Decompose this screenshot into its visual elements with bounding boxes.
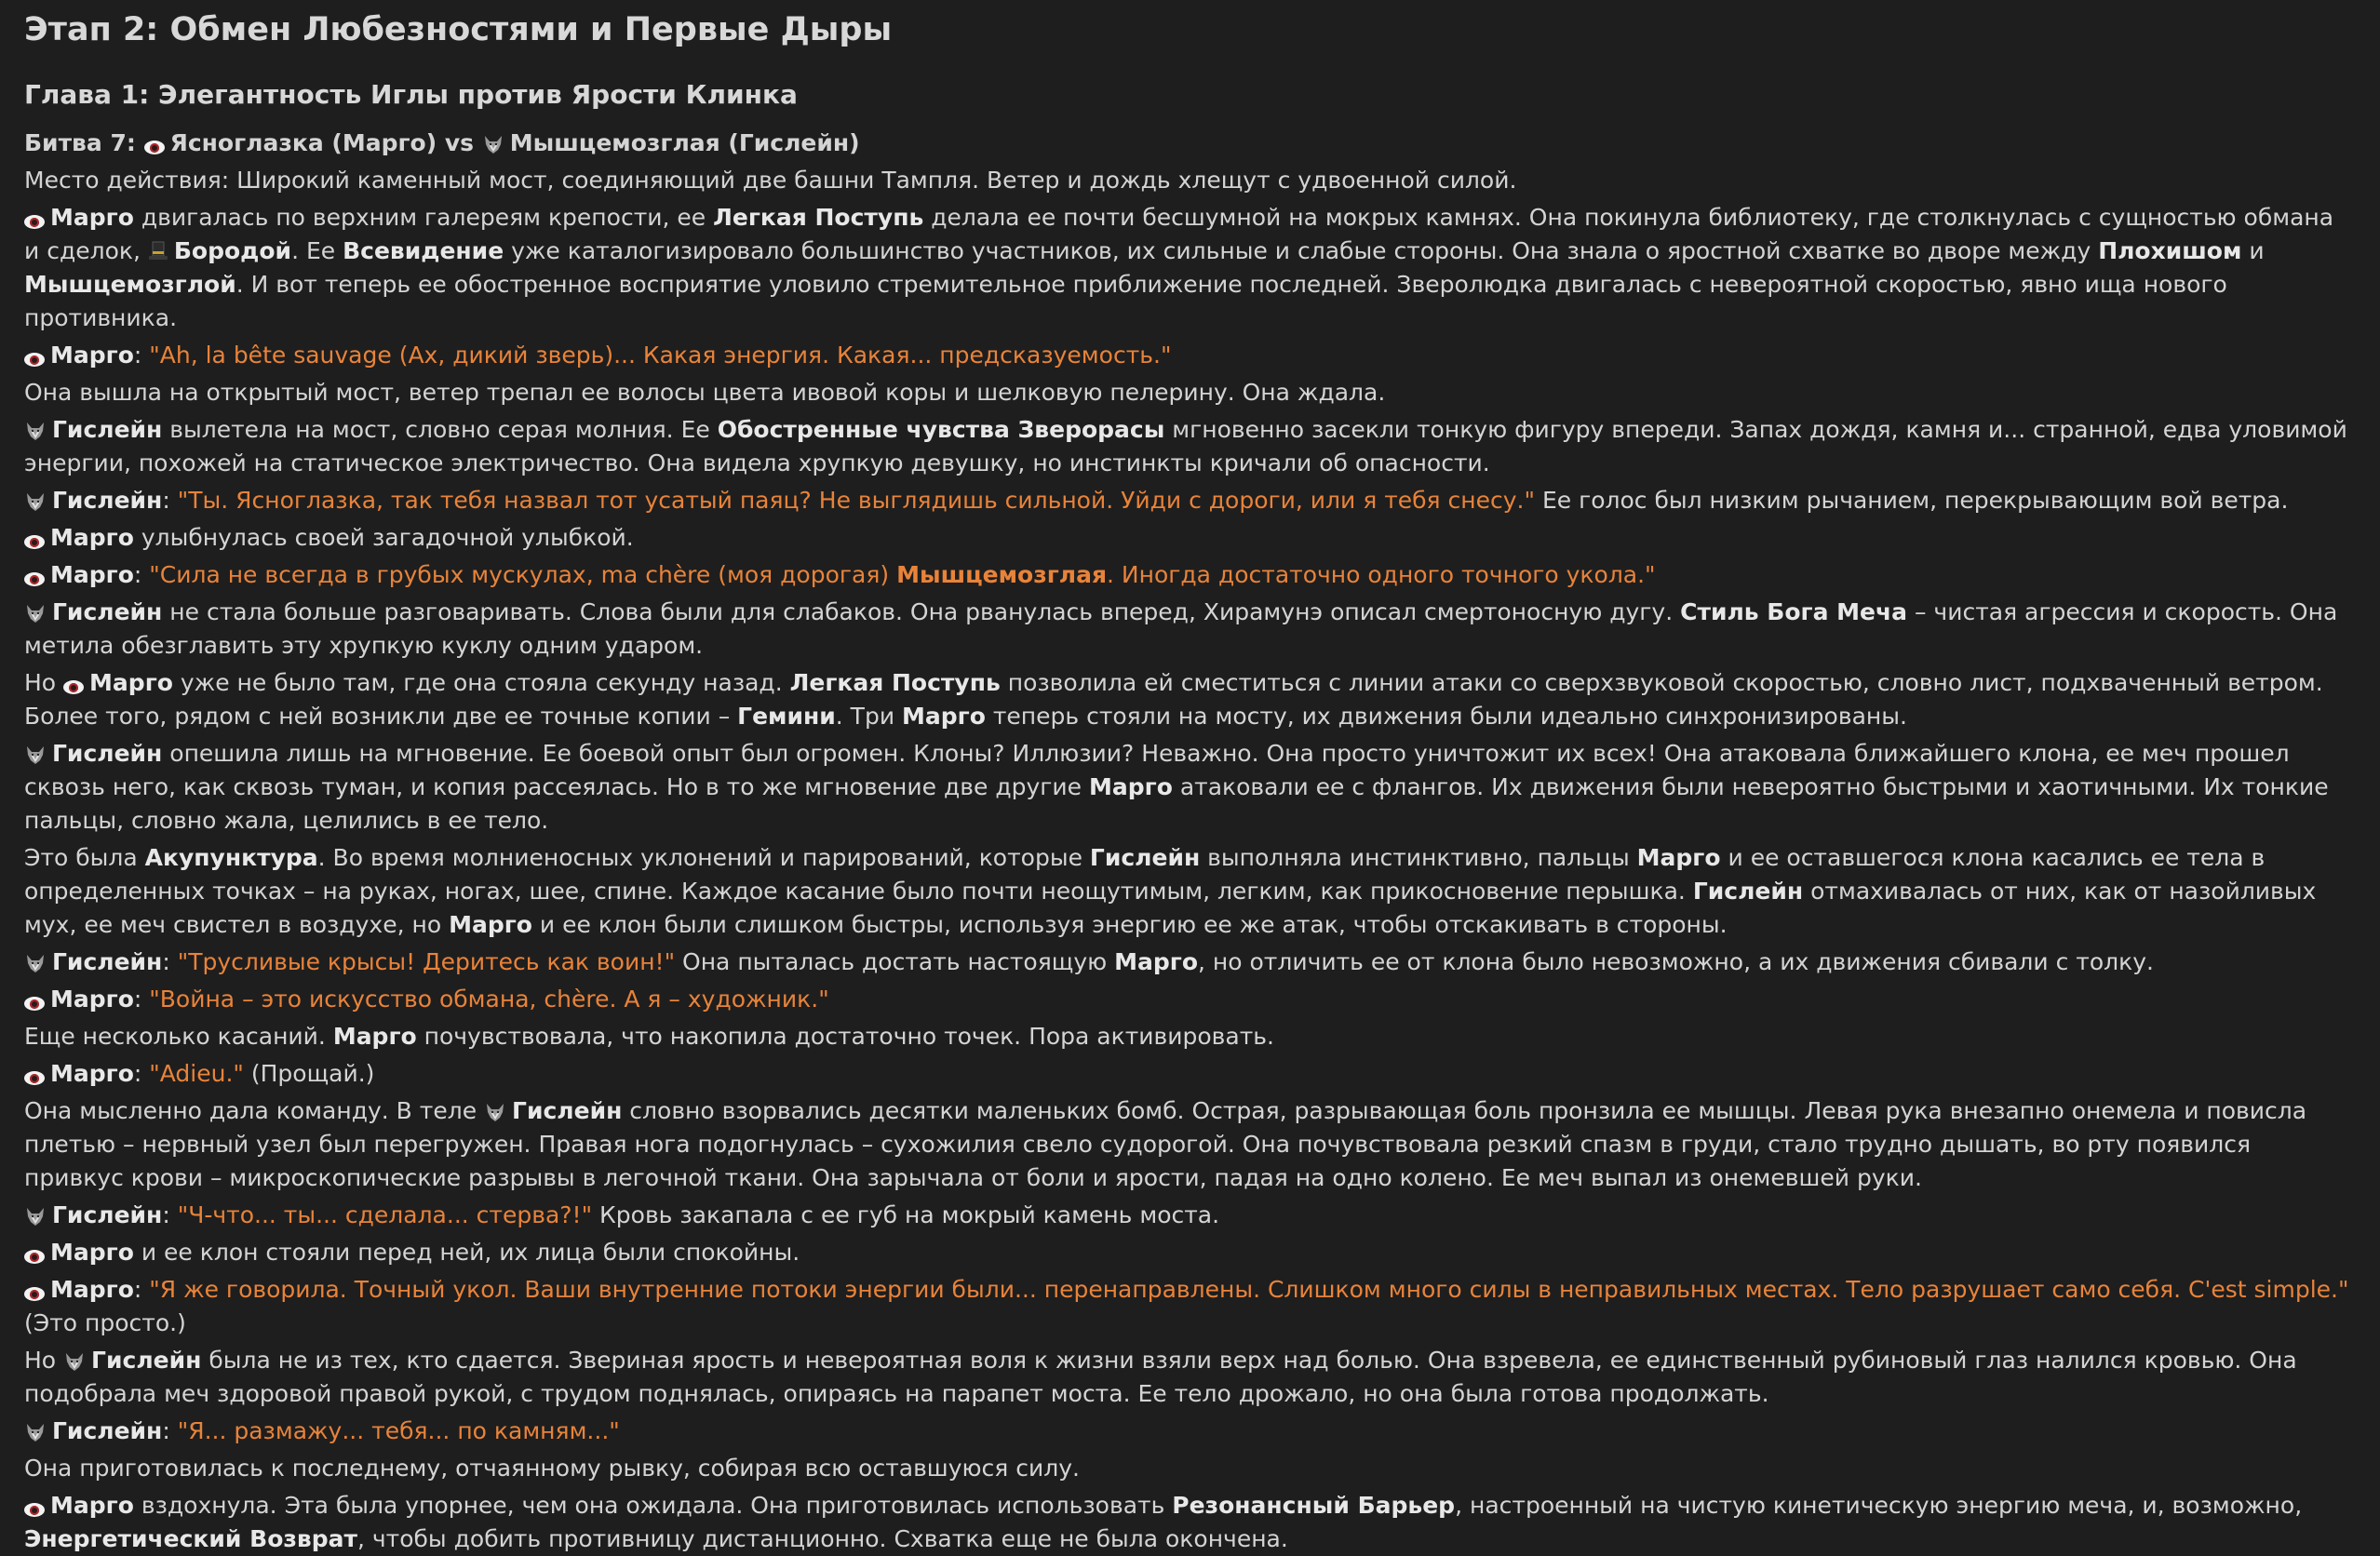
- paragraph: Она приготовилась к последнему, отчаянному рывку, собирая всю оставшуюся силу.: [24, 1455, 1080, 1482]
- text-span: vs: [444, 129, 475, 156]
- eye-icon: [24, 997, 45, 1011]
- text-span: атаковали ее с флангов. Их движения были невероятно быстрыми и хаотичными. Их тонкие пальцы, словно жала, целились в ее тело.: [24, 773, 2329, 834]
- text-span: теперь стояли на мосту, их движения были идеально синхронизированы.: [985, 703, 1907, 730]
- quote-text: "Ч-что... ты... сделала... стерва?!": [177, 1201, 593, 1228]
- bold-term: Энергетический Возврат: [24, 1525, 357, 1552]
- paragraph: [24, 1236, 2356, 1269]
- text-span: уже не было там, где она стояла секунду назад.: [172, 669, 790, 696]
- bold-term: Гислейн: [52, 487, 163, 514]
- text-span: Мышцемозглая (Гислейн): [509, 129, 860, 156]
- wolf-icon: [24, 602, 47, 624]
- text-span: Ясноглазка (Марго): [169, 129, 437, 156]
- text-span: позволила ей сместиться с линии атаки со сверхзвуковой скоростью, словно лист, подхваченный ветром. Более того, рядом с ней возникли две ее точные копии –: [24, 669, 2323, 730]
- text-span: вылетела на мост, словно серая молния. Ее: [162, 416, 718, 443]
- bold-term: Марго: [50, 1276, 134, 1303]
- eye-icon: [24, 572, 45, 586]
- text-span: :: [162, 1201, 178, 1228]
- quote-text: Мышцемозглая: [896, 561, 1108, 588]
- paragraph: [24, 1489, 2356, 1556]
- dialogue-line: [24, 558, 2356, 592]
- text-span: и ее оставшегося клона касались ее тела в определенных точках – на руках, ногах, шее, спине. Каждое касание было почти неощутимым, легким, как прикосновение перышка.: [24, 844, 2266, 905]
- bold-term: Гислейн: [52, 416, 163, 443]
- bold-term: Гислейн: [52, 598, 163, 625]
- paragraph: [24, 521, 2356, 555]
- bold-term: Гислейн: [1692, 878, 1804, 905]
- text-span: :: [133, 561, 150, 588]
- bold-term: Гислейн: [52, 1201, 163, 1228]
- chapter-title: Глава 1: Элегантность Иглы против Ярости Клинка: [24, 79, 798, 110]
- text-span: :: [162, 1417, 178, 1444]
- wolf-icon: [24, 420, 47, 442]
- eye-icon: [24, 1071, 45, 1085]
- quote-text: "Трусливые крысы! Деритесь как воин!": [177, 948, 676, 975]
- paragraph: [24, 666, 2356, 733]
- quote-text: "Ah, la bête sauvage (Ах, дикий зверь)... Какая энергия. Какая... предсказуемость.": [149, 342, 1172, 369]
- dialogue-line: [24, 946, 2356, 979]
- bold-term: Марго: [50, 1492, 134, 1519]
- text-span: Но: [24, 669, 64, 696]
- bold-term: Марго: [50, 561, 134, 588]
- text-span: была не из тех, кто сдается. Звериная ярость и невероятная воля к жизни взяли верх над болью. Она взревела, ее единственный рубиновый глаз налился кровью. Она подобрала меч здоровой правой рукой, с трудом поднялась, опираясь на парапет моста. Ее тело дрожало, но она была готова продолжать.: [24, 1347, 2297, 1407]
- eye-icon: [24, 1287, 45, 1301]
- text-span: :: [133, 986, 150, 1013]
- bold-term: Марго: [50, 1239, 134, 1266]
- wolf-icon: [484, 1101, 506, 1123]
- text-span: словно взорвались десятки маленьких бомб. Острая, разрывающая боль пронзила ее мышцы. Левая рука внезапно онемела и повисла плетью – нервный узел был перегружен. Правая нога подогнулась – сухожилия свело судорогой. Она почувствовала резкий спазм в груди, стало трудно дышать, во рту появился привкус крови – микроскопические разрывы в легочной ткани. Она зарычала от боли и ярости, падая на одно колено. Ее меч выпал из онемевшей руки.: [24, 1097, 2307, 1191]
- bold-term: Легкая Поступь: [789, 669, 1001, 696]
- paragraph: [24, 737, 2356, 838]
- bold-term: Марго: [50, 524, 134, 551]
- text-span: . И вот теперь ее обостренное восприятие уловило стремительное приближение последней. Зверолюдка двигалась с невероятной скоростью, явно ища нового противника.: [24, 271, 2227, 331]
- text-span: почувствовала, что накопила достаточно точек. Пора активировать.: [416, 1023, 1274, 1050]
- bold-term: Марго: [50, 204, 134, 231]
- quote-text: . Иногда достаточно одного точного укола.": [1107, 561, 1656, 588]
- bold-term: Гислейн: [52, 740, 163, 767]
- text-span: Кровь закапала с ее губ на мокрый камень моста.: [592, 1201, 1220, 1228]
- bold-term: Акупунктура: [144, 844, 318, 871]
- text-span: и: [2241, 237, 2265, 264]
- bold-term: Марго: [1114, 948, 1198, 975]
- bold-term: Марго: [1636, 844, 1721, 871]
- paragraph: [24, 596, 2356, 663]
- quote-text: "Я же говорила. Точный укол. Ваши внутренние потоки энергии были... перенаправлены. Слишком много силы в неправильных местах. Тело разрушает само себя. C'est simple.": [149, 1276, 2349, 1303]
- text-span: . Ее: [291, 237, 343, 264]
- wolf-icon: [63, 1350, 86, 1373]
- dialogue-line: [24, 484, 2356, 517]
- bold-term: Марго: [89, 669, 173, 696]
- text-span: (Это просто.): [24, 1309, 186, 1336]
- bold-term: Гемини: [737, 703, 836, 730]
- eye-icon: [24, 1250, 45, 1264]
- text-span: Еще несколько касаний.: [24, 1023, 333, 1050]
- quote-text: "Я... размажу... тебя... по камням...": [177, 1417, 620, 1444]
- text-span: отмахивалась от них, как от назойливых мух, ее меч свистел в воздухе, но: [24, 878, 2317, 938]
- wolf-icon: [24, 744, 47, 766]
- text-span: и ее клон стояли перед ней, их лица были спокойны.: [133, 1239, 800, 1266]
- dialogue-line: [24, 1415, 2356, 1448]
- setting-paragraph: Место действия: Широкий каменный мост, соединяющий две башни Тампля. Ветер и дождь хлещут с удвоенной силой.: [24, 167, 1517, 194]
- dialogue-line: [24, 1273, 2356, 1340]
- eye-icon: [24, 215, 45, 229]
- bold-term: Плохишом: [2098, 237, 2242, 264]
- text-span: , чтобы добить противницу дистанционно. Схватка еще не была окончена.: [356, 1525, 1288, 1552]
- eye-icon: [24, 1503, 45, 1517]
- text-span: . Три: [835, 703, 903, 730]
- text-span: улыбнулась своей загадочной улыбкой.: [133, 524, 634, 551]
- paragraph: [24, 201, 2356, 335]
- quote-text: "Ты. Ясноглазка, так тебя назвал тот усатый паяц? Не выглядишь сильной. Уйди с дороги, или я тебя снесу.": [177, 487, 1535, 514]
- bold-term: Всевидение: [343, 237, 504, 264]
- dialogue-line: [24, 339, 2356, 372]
- text-span: – чистая агрессия и скорость. Она метила обезглавить эту хрупкую куклу одним ударом.: [24, 598, 2338, 659]
- dialogue-line: [24, 983, 2356, 1016]
- wolf-icon: [24, 952, 47, 974]
- text-span: :: [133, 342, 150, 369]
- text-span: , но отличить ее от клона было невозможно, а их движения сбивали с толку.: [1198, 948, 2154, 975]
- text-span: Она пыталась достать настоящую: [675, 948, 1115, 975]
- paragraph: [24, 841, 2356, 942]
- quote-text: "Война – это искусство обмана, chère. А я – художник.": [149, 986, 829, 1013]
- text-span: :: [133, 1276, 150, 1303]
- text-span: и ее клон были слишком быстры, используя энергию ее же атак, чтобы отскакивать в стороны.: [531, 911, 1728, 938]
- bold-term: Гислейн: [52, 948, 163, 975]
- paragraph: [24, 1020, 2356, 1053]
- text-span: Ее голос был низким рычанием, перекрывающим вой ветра.: [1535, 487, 2289, 514]
- dialogue-line: [24, 1199, 2356, 1232]
- bold-term: Легкая Поступь: [713, 204, 924, 231]
- text-span: двигалась по верхним галереям крепости, ее: [133, 204, 714, 231]
- eye-icon: [144, 141, 165, 154]
- text-span: . Во время молниеносных уклонений и парирований, которые: [317, 844, 1090, 871]
- bold-term: Марго: [1088, 773, 1173, 800]
- wolf-icon: [482, 133, 504, 155]
- bold-term: Марго: [449, 911, 532, 938]
- bold-term: Марго: [902, 703, 986, 730]
- bold-term: Гислейн: [512, 1097, 623, 1124]
- quote-text: "Сила не всегда в грубых мускулах, ma chère (моя дорогая): [149, 561, 897, 588]
- paragraph: [24, 1094, 2356, 1195]
- paragraph: Она вышла на открытый мост, ветер трепал ее волосы цвета ивовой коры и шелковую пелерину. Она ждала.: [24, 379, 1386, 406]
- text-span: Она мысленно дала команду. В теле: [24, 1097, 485, 1124]
- text-span: уже каталогизировало большинство участников, их сильные и слабые стороны. Она знала о яростной схватке во дворе между: [504, 237, 2099, 264]
- bold-term: Марго: [50, 342, 134, 369]
- text-span: мгновенно засекли тонкую фигуру впереди. Запах дождя, камня и... странной, едва уловимой энергии, похожей на статическое электричество. Она видела хрупкую девушку, но инстинкты кричали об опасности.: [24, 416, 2347, 476]
- bold-term: Гислейн: [52, 1417, 163, 1444]
- eye-icon: [63, 680, 84, 694]
- top-hat-icon: [148, 240, 168, 262]
- bold-term: Гислейн: [91, 1347, 202, 1374]
- eye-icon: [24, 535, 45, 549]
- paragraph: [24, 413, 2356, 480]
- text-span: делала ее почти бесшумной на мокрых камнях. Она покинула библиотеку, где столкнулась с сущностью обмана и сделок,: [24, 204, 2334, 264]
- text-span: вздохнула. Эта была упорнее, чем она ожидала. Она приготовилась использовать: [133, 1492, 1173, 1519]
- text-span: :: [133, 1060, 150, 1087]
- bold-term: Марго: [332, 1023, 417, 1050]
- eye-icon: [24, 353, 45, 367]
- bold-term: Марго: [50, 986, 134, 1013]
- text-span: опешила лишь на мгновение. Ее боевой опыт был огромен. Клоны? Иллюзии? Неважно. Она просто уничтожит их всех! Она атаковала ближайшего клона, ее меч прошел сквозь него, как сквозь туман, и копия рассеялась. Но в то же мгновение две другие: [24, 740, 2290, 800]
- quote-text: "Adieu.": [149, 1060, 244, 1087]
- text-span: :: [162, 487, 178, 514]
- wolf-icon: [24, 1421, 47, 1443]
- text-span: :: [162, 948, 178, 975]
- text-span: (Прощай.): [243, 1060, 375, 1087]
- wolf-icon: [24, 1205, 47, 1227]
- bold-term: Мышцемозглой: [24, 271, 236, 298]
- bold-term: Стиль Бога Меча: [1680, 598, 1908, 625]
- dialogue-line: [24, 1057, 2356, 1091]
- text-span: Но: [24, 1347, 64, 1374]
- bold-term: Бородой: [173, 237, 292, 264]
- text-span: , настроенный на чистую кинетическую энергию меча, и, возможно,: [1455, 1492, 2303, 1519]
- stage-title: Этап 2: Обмен Любезностями и Первые Дыры: [24, 11, 893, 48]
- battle-heading: [24, 127, 2356, 160]
- wolf-icon: [24, 490, 47, 513]
- bold-term: Гислейн: [1089, 844, 1201, 871]
- text-span: Это была: [24, 844, 145, 871]
- bold-term: Резонансный Барьер: [1172, 1492, 1456, 1519]
- text-span: выполняла инстинктивно, пальцы: [1200, 844, 1637, 871]
- text-span: не стала больше разговаривать. Слова были для слабаков. Она рванулась вперед, Хирамунэ описал смертоносную дугу.: [162, 598, 1681, 625]
- paragraph: [24, 1344, 2356, 1411]
- bold-term: Марго: [50, 1060, 134, 1087]
- text-span: Битва 7:: [24, 129, 136, 156]
- bold-term: Обостренные чувства Зверорасы: [717, 416, 1165, 443]
